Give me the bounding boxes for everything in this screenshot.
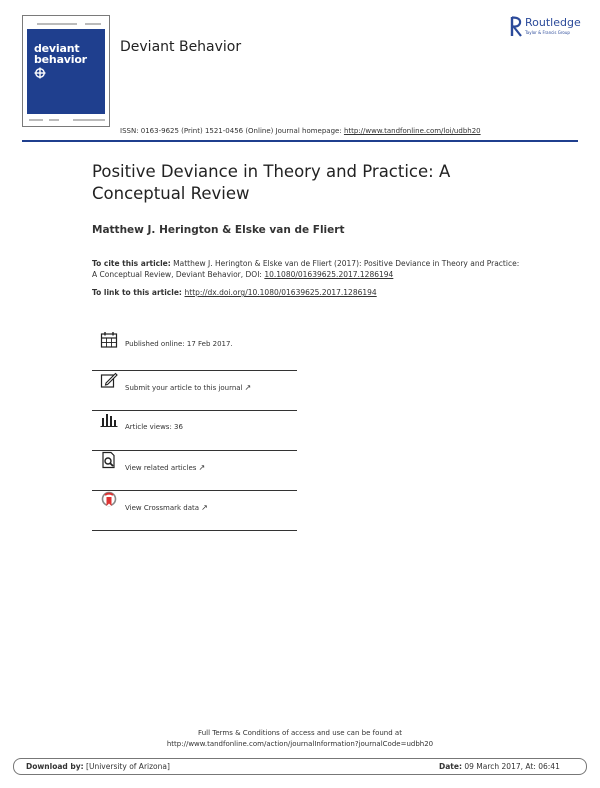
download-date-label: Date: [439,762,462,771]
meta-row-submit[interactable] [92,371,297,411]
meta-row-views [92,411,297,451]
article-views-text: Article views: 36 [125,423,183,431]
crossmark-icon [100,491,118,509]
download-by [26,762,170,771]
cover-blue-panel [27,29,105,114]
related-search-icon [100,451,118,469]
cover-symbol-icon [34,67,46,79]
related-articles-label: View related articles [125,464,197,472]
article-link-label: To link to this article: [92,288,185,297]
meta-row-published [92,331,297,371]
download-date [439,762,560,771]
calendar-icon [100,331,118,349]
cover-title-line2: behavior [34,53,87,66]
article-title: Positive Deviance in Theory and Practice: A Conceptual Review [92,162,451,203]
issn-line [120,127,481,135]
cover-footer-strip [27,116,105,124]
citation-block [92,258,522,280]
download-date-value: 09 March 2017, At: 06:41 [461,762,560,771]
footer-terms-url[interactable]: http://www.tandfonline.com/action/journalInformation?journalCode=udbh20 [166,740,434,748]
external-link-icon: ↗ [198,463,206,472]
citation-text: Matthew J. Herington & Elske van de Fliert (2017): Positive Deviance in Theory and Practice: A Conceptual Review, Deviant Behavior, DOI: [92,259,520,279]
submit-article-label: Submit your article to this journal [125,384,243,392]
bar-chart-icon [100,411,118,429]
submit-edit-icon [100,371,118,389]
crossmark-link[interactable] [125,503,208,512]
download-by-label: Download by: [26,762,84,771]
journal-name: Deviant Behavior [120,39,242,55]
article-doi-url-link[interactable]: http://dx.doi.org/10.1080/01639625.2017.1286194 [184,288,377,297]
article-authors: Matthew J. Herington & Elske van de Fliert [92,224,345,236]
external-link-icon: ↗ [244,383,252,392]
routledge-r-icon [510,16,523,38]
meta-row-related[interactable] [92,451,297,491]
external-link-icon: ↗ [201,503,208,512]
download-by-value: [University of Arizona] [83,762,170,771]
issn-text: ISSN: 0163-9625 (Print) 1521-0456 (Online) Journal homepage: [120,127,344,135]
published-date-text: Published online: 17 Feb 2017. [125,340,233,348]
meta-row-crossmark[interactable] [92,491,297,531]
citation-doi-link[interactable]: 10.1080/01639625.2017.1286194 [264,270,394,279]
article-link-block [92,288,377,297]
cover-title-line1: deviant [34,42,80,55]
publisher-tagline: Taylor & Francis Group [525,30,570,35]
footer-terms-line1: Full Terms & Conditions of access and use can be found at [198,729,402,737]
crossmark-label: View Crossmark data [125,504,200,512]
related-articles-link[interactable] [125,463,205,472]
journal-homepage-link[interactable]: http://www.tandfonline.com/loi/udbh20 [343,127,481,135]
citation-label: To cite this article: [92,259,171,268]
publisher-name: Routledge [525,16,581,29]
submit-article-link[interactable] [125,383,251,392]
journal-cover [22,15,110,127]
download-info-bar [13,758,587,775]
header-divider [22,140,578,142]
footer-terms [0,728,600,750]
